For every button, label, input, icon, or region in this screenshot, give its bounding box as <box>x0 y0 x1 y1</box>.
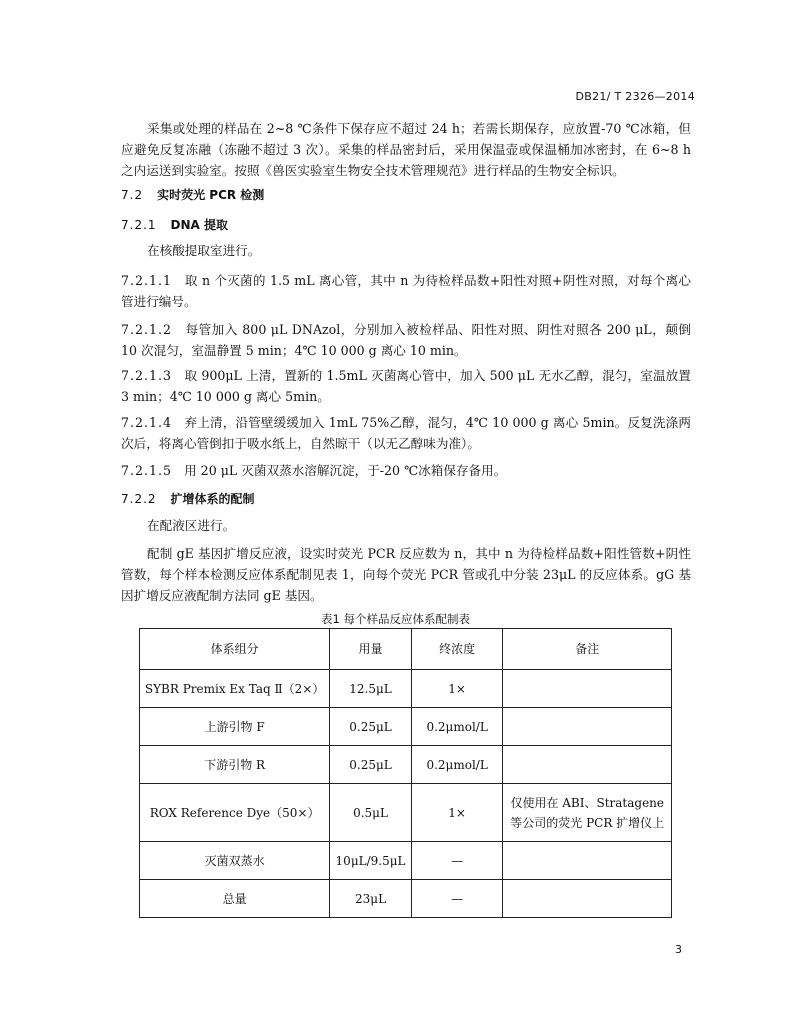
table-row <box>140 880 672 918</box>
cell-amount: 0.25μL <box>330 746 412 784</box>
step-7-2-1-2 <box>121 319 691 361</box>
step-7-2-1-4 <box>121 412 691 454</box>
cell-amount: 23μL <box>330 880 412 918</box>
cell-remarks <box>503 670 672 708</box>
cell-concentration: — <box>411 842 503 880</box>
header-amount: 用量 <box>330 629 412 670</box>
page-number: 3 <box>675 943 682 956</box>
table-row <box>140 784 672 842</box>
cell-amount: 0.25μL <box>330 708 412 746</box>
step-number: 7.2.1.3 <box>121 368 173 383</box>
dna-room-paragraph: 在核酸提取室进行。 <box>147 243 261 258</box>
table-row <box>140 708 672 746</box>
cell-remarks: 仅使用在 ABI、Stratagene 等公司的荧光 PCR 扩增仪上 <box>503 784 672 842</box>
step-number: 7.2.1.4 <box>121 415 173 430</box>
cell-concentration: — <box>411 880 503 918</box>
cell-component: SYBR Premix Ex Taq Ⅱ（2×） <box>140 670 330 708</box>
cell-component: 下游引物 R <box>140 746 330 784</box>
table-header-row <box>140 629 672 670</box>
table-caption: 表1 每个样品反应体系配制表 <box>321 612 470 626</box>
storage-paragraph: 采集或处理的样品在 2~8 ℃条件下保存应不超过 24 h；若需长期保存，应放置-70 ℃冰箱，但应避免反复冻融（冻融不超过 3 次）。采集的样品密封后，采用保温壶或保温桶加冰密封，在 6~8 h 之内运送到实验室。按照《兽医实验室生物安全技术管理规范》进行样品的生物安全标识。 <box>121 121 691 178</box>
cell-concentration: 1× <box>411 670 503 708</box>
section-title: 实时荧光 PCR 检测 <box>157 188 265 202</box>
step-text: 取 n 个灭菌的 1.5 mL 离心管，其中 n 为待检样品数+阳性对照+阴性对照，对每个离心管进行编号。 <box>121 273 692 309</box>
cell-component: 总量 <box>140 880 330 918</box>
mix-room-paragraph: 在配液区进行。 <box>147 518 236 533</box>
table-row <box>140 746 672 784</box>
standard-code: DB21/ T 2326—2014 <box>575 90 695 103</box>
step-7-2-1-3 <box>121 365 691 407</box>
step-number: 7.2.1.1 <box>121 273 173 288</box>
section-number: 7.2.2 <box>121 492 157 506</box>
step-text: 弃上清，沿管壁缓缓加入 1mL 75%乙醇，混匀，4℃ 10 000 g 离心 5min。反复洗涤两次后，将离心管倒扣于吸水纸上，自然晾干（以无乙醇味为准）。 <box>121 415 692 451</box>
section-7-2-heading <box>121 186 681 204</box>
header-final-concentration: 终浓度 <box>411 629 503 670</box>
cell-amount: 0.5μL <box>330 784 412 842</box>
section-7-2-2-heading <box>121 490 681 508</box>
table-row <box>140 670 672 708</box>
step-7-2-1-1 <box>121 270 691 312</box>
cell-concentration: 1× <box>411 784 503 842</box>
mix-description-paragraph: 配制 gE 基因扩增反应液，设实时荧光 PCR 反应数为 n，其中 n 为待检样品数+阳性管数+阴性管数，每个样本检测反应体系配制见表 1，向每个荧光 PCR 管或孔中分装 23μL 的反应体系。gG 基因扩增反应液配制方法同 gE 基因。 <box>121 546 691 603</box>
cell-remarks <box>503 880 672 918</box>
cell-remarks <box>503 842 672 880</box>
step-7-2-1-5 <box>121 460 691 481</box>
cell-amount: 10μL/9.5μL <box>330 842 412 880</box>
section-number: 7.2 <box>121 188 144 202</box>
header-remarks: 备注 <box>503 629 672 670</box>
step-number: 7.2.1.2 <box>121 322 173 337</box>
section-7-2-1-heading <box>121 216 681 234</box>
section-title: 扩增体系的配制 <box>170 492 255 506</box>
cell-remarks <box>503 746 672 784</box>
step-text: 取 900μL 上清，置新的 1.5mL 灭菌离心管中，加入 500 μL 无水乙醇，混匀，室温放置 3 min；4℃ 10 000 g 离心 5min。 <box>121 368 691 404</box>
cell-component: 上游引物 F <box>140 708 330 746</box>
section-title: DNA 提取 <box>170 218 229 232</box>
step-text: 用 20 μL 灭菌双蒸水溶解沉淀，于-20 ℃冰箱保存备用。 <box>184 463 507 478</box>
header-component: 体系组分 <box>140 629 330 670</box>
step-text: 每管加入 800 μL DNAzol，分别加入被检样品、阳性对照、阴性对照各 200 μL，颠倒 10 次混匀，室温静置 5 min；4℃ 10 000 g 离心 10 min。 <box>121 322 691 358</box>
cell-amount: 12.5μL <box>330 670 412 708</box>
table-row <box>140 842 672 880</box>
step-number: 7.2.1.5 <box>121 463 173 478</box>
reaction-system-table <box>139 628 672 918</box>
section-number: 7.2.1 <box>121 218 157 232</box>
cell-component: 灭菌双蒸水 <box>140 842 330 880</box>
cell-concentration: 0.2μmol/L <box>411 708 503 746</box>
cell-concentration: 0.2μmol/L <box>411 746 503 784</box>
cell-remarks <box>503 708 672 746</box>
cell-component: ROX Reference Dye（50×） <box>140 784 330 842</box>
